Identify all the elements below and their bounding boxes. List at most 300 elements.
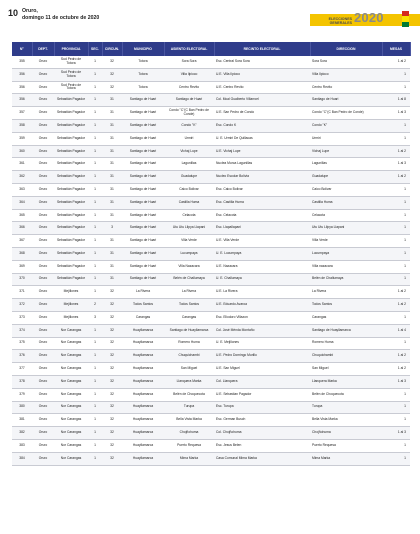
- col-seat-cell: Mima Marka: [164, 452, 214, 465]
- col-address-cell: Vichaj Lupe: [310, 145, 382, 158]
- col-department-cell: Oruro: [32, 388, 54, 401]
- table-row: [12, 119, 410, 132]
- col-section-cell: 1: [88, 81, 102, 94]
- col-address-cell: Llanquera Marka: [310, 375, 382, 388]
- col-circumscription-cell: 31: [102, 209, 122, 222]
- col-section-cell: 1: [88, 350, 102, 363]
- table-row: [12, 414, 410, 427]
- col-circumscription-cell: 32: [102, 452, 122, 465]
- col-section-cell: 1: [88, 119, 102, 132]
- col-precinct-cell: U. E. Mejillones: [214, 337, 310, 350]
- col-precinct-cell: Nucleo Escolar Bolívia: [214, 171, 310, 184]
- col-number-cell: 367: [12, 235, 32, 248]
- col-address-cell: La Rivera: [310, 286, 382, 299]
- table-row: [12, 132, 410, 145]
- col-province-cell: Nor Carangas: [54, 414, 88, 427]
- col-precinct-cell: U. E. Lucumpaya: [214, 247, 310, 260]
- table-row: [12, 222, 410, 235]
- col-department-cell: Oruro: [32, 56, 54, 68]
- col-section-cell: 1: [88, 158, 102, 171]
- col-section-cell: 1: [88, 260, 102, 273]
- bolivia-flag-icon: [402, 11, 409, 27]
- col-address-cell: Villa Ilpioco: [310, 68, 382, 81]
- col-circumscription-cell: 32: [102, 56, 122, 68]
- col-province-cell: Mejillones: [54, 286, 88, 299]
- col-province-cell: Nor Carangas: [54, 388, 88, 401]
- col-municipality-cell: Santiago de Huari: [122, 222, 164, 235]
- col-seat-cell: Carangas: [164, 311, 214, 324]
- table-row: [12, 196, 410, 209]
- col-municipality-cell: Carangas: [122, 311, 164, 324]
- col-seat-cell: Villa Nazacara: [164, 260, 214, 273]
- col-province-cell: Sebastián Pagador: [54, 273, 88, 286]
- table-row: [12, 388, 410, 401]
- col-municipality-cell: Santiago de Huari: [122, 235, 164, 248]
- col-province-cell: Sebastián Pagador: [54, 107, 88, 120]
- col-section-cell: 1: [88, 222, 102, 235]
- col-department-cell: Oruro: [32, 145, 54, 158]
- col-address-cell: Mima Marka: [310, 452, 382, 465]
- col-municipality-cell: Todos Santos: [122, 299, 164, 312]
- col-circumscription-cell: 31: [102, 132, 122, 145]
- brand-line-2: GENERALES: [329, 21, 352, 26]
- col-municipality-cell: Santiago de Huari: [122, 119, 164, 132]
- col-province-cell: Sud Pedro de Totora: [54, 56, 88, 68]
- header-title: [22, 8, 99, 21]
- col-number-cell: 372: [12, 299, 32, 312]
- col-tables-cell: 1 al 2: [382, 350, 410, 363]
- col-municipality-cell: Huayllamarca: [122, 324, 164, 337]
- col-seat-cell: Centro Revito: [164, 81, 214, 94]
- col-number-cell: 356: [12, 68, 32, 81]
- header-col-precinct: RECINTO ELECTORAL: [214, 42, 310, 56]
- col-precinct-cell: Esc. Eliodoro Villazon: [214, 311, 310, 324]
- header-col-tables: MESAS: [382, 42, 410, 56]
- elections-logo: [318, 8, 418, 32]
- col-municipality-cell: Santiago de Huari: [122, 132, 164, 145]
- header-col-number: N°: [12, 42, 32, 56]
- header-date: domingo 11 de octubre de 2020: [22, 14, 100, 21]
- col-precinct-cell: U.E. Sebastian Pagador: [214, 388, 310, 401]
- col-seat-cell: Villa Verde: [164, 235, 214, 248]
- col-tables-cell: 1 al 2: [382, 56, 410, 68]
- table-row: [12, 56, 410, 68]
- col-tables-cell: 1 al 2: [382, 286, 410, 299]
- col-address-cell: Chojñohuma: [310, 427, 382, 440]
- col-tables-cell: 1 al 3: [382, 107, 410, 120]
- col-department-cell: Oruro: [32, 286, 54, 299]
- col-circumscription-cell: 32: [102, 439, 122, 452]
- col-municipality-cell: Huayllamarca: [122, 337, 164, 350]
- col-circumscription-cell: 31: [102, 145, 122, 158]
- col-department-cell: Oruro: [32, 247, 54, 260]
- page-header: [0, 0, 420, 36]
- col-number-cell: 371: [12, 286, 32, 299]
- col-tables-cell: 1: [382, 196, 410, 209]
- col-circumscription-cell: 32: [102, 286, 122, 299]
- col-circumscription-cell: 32: [102, 311, 122, 324]
- col-address-cell: Belén de Choquecota: [310, 388, 382, 401]
- table-row: [12, 299, 410, 312]
- table-row: [12, 158, 410, 171]
- col-seat-cell: Turupa: [164, 401, 214, 414]
- col-seat-cell: Lagunillas: [164, 158, 214, 171]
- col-precinct-cell: Col. Llanquera: [214, 375, 310, 388]
- col-section-cell: 1: [88, 56, 102, 68]
- col-province-cell: Mejillones: [54, 299, 88, 312]
- col-circumscription-cell: 31: [102, 119, 122, 132]
- polling-stations-table: [12, 42, 410, 466]
- col-tables-cell: 1: [382, 439, 410, 452]
- col-seat-cell: Santiago de Huari: [164, 94, 214, 107]
- col-seat-cell: Todos Santos: [164, 299, 214, 312]
- col-circumscription-cell: 3: [102, 222, 122, 235]
- col-number-cell: 368: [12, 247, 32, 260]
- col-municipality-cell: Totora: [122, 81, 164, 94]
- col-precinct-cell: Esc. Condo K: [214, 119, 310, 132]
- col-province-cell: Sebastián Pagador: [54, 119, 88, 132]
- col-circumscription-cell: 31: [102, 260, 122, 273]
- col-precinct-cell: U.E. Villa Verde: [214, 235, 310, 248]
- col-address-cell: San Miguel: [310, 363, 382, 376]
- col-department-cell: Oruro: [32, 273, 54, 286]
- col-province-cell: Sebastián Pagador: [54, 209, 88, 222]
- col-precinct-cell: Col. José Ménda Montaño: [214, 324, 310, 337]
- col-precinct-cell: U.E. Villa Ilpioco: [214, 68, 310, 81]
- col-circumscription-cell: 32: [102, 337, 122, 350]
- col-address-cell: Utu Utu Lilpya Llapani: [310, 222, 382, 235]
- col-section-cell: 1: [88, 273, 102, 286]
- col-tables-cell: 1 al 3: [382, 427, 410, 440]
- col-section-cell: 1: [88, 196, 102, 209]
- col-section-cell: 1: [88, 68, 102, 81]
- col-seat-cell: Sora Sora: [164, 56, 214, 68]
- col-circumscription-cell: 32: [102, 68, 122, 81]
- col-address-cell: Todos Santos: [310, 299, 382, 312]
- col-department-cell: Oruro: [32, 311, 54, 324]
- col-number-cell: 361: [12, 158, 32, 171]
- col-address-cell: Lucumpaya: [310, 247, 382, 260]
- table-row: [12, 68, 410, 81]
- col-precinct-cell: U.E. San Pedro de Condo: [214, 107, 310, 120]
- col-circumscription-cell: 31: [102, 247, 122, 260]
- col-address-cell: Chuquichambi: [310, 350, 382, 363]
- col-section-cell: 1: [88, 324, 102, 337]
- col-department-cell: Oruro: [32, 337, 54, 350]
- header-col-section: SEC.: [88, 42, 102, 56]
- col-number-cell: 369: [12, 260, 32, 273]
- col-province-cell: Nor Carangas: [54, 427, 88, 440]
- col-address-cell: Centro Revito: [310, 81, 382, 94]
- col-section-cell: 1: [88, 107, 102, 120]
- col-seat-cell: Llanquera Marka: [164, 375, 214, 388]
- col-precinct-cell: U.E. Eduardo Avaroa: [214, 299, 310, 312]
- col-municipality-cell: Santiago de Huari: [122, 94, 164, 107]
- col-number-cell: 356: [12, 81, 32, 94]
- col-number-cell: 363: [12, 183, 32, 196]
- brand-year: 2020: [354, 10, 384, 25]
- col-province-cell: Nor Carangas: [54, 363, 88, 376]
- table-row: [12, 401, 410, 414]
- col-circumscription-cell: 31: [102, 94, 122, 107]
- col-section-cell: 1: [88, 375, 102, 388]
- col-address-cell: Castilla Huma: [310, 196, 382, 209]
- col-department-cell: Oruro: [32, 299, 54, 312]
- col-department-cell: Oruro: [32, 68, 54, 81]
- col-province-cell: Nor Carangas: [54, 401, 88, 414]
- header-col-department: DEPT.: [32, 42, 54, 56]
- col-address-cell: Romero Huma: [310, 337, 382, 350]
- col-precinct-cell: U.E. San Miguel: [214, 363, 310, 376]
- table-header-row: [12, 42, 410, 56]
- col-precinct-cell: U.E. Nazacara: [214, 260, 310, 273]
- col-seat-cell: Romero Huma: [164, 337, 214, 350]
- col-number-cell: 378: [12, 375, 32, 388]
- table-row: [12, 171, 410, 184]
- col-seat-cell: Celacota: [164, 209, 214, 222]
- col-seat-cell: Belén de Challumaya: [164, 273, 214, 286]
- col-number-cell: 374: [12, 324, 32, 337]
- col-seat-cell: Caico Bolivar: [164, 183, 214, 196]
- col-address-cell: Condo "K": [310, 119, 382, 132]
- col-circumscription-cell: 32: [102, 324, 122, 337]
- col-precinct-cell: Col. Chojñohuma: [214, 427, 310, 440]
- table-row: [12, 439, 410, 452]
- col-section-cell: 2: [88, 299, 102, 312]
- col-address-cell: Santiago de Huayllamarca: [310, 324, 382, 337]
- col-number-cell: 381: [12, 414, 32, 427]
- col-department-cell: Oruro: [32, 260, 54, 273]
- col-municipality-cell: Huayllamarca: [122, 414, 164, 427]
- col-department-cell: Oruro: [32, 196, 54, 209]
- col-address-cell: Puerto Requesa: [310, 439, 382, 452]
- col-department-cell: Oruro: [32, 439, 54, 452]
- col-tables-cell: 1: [382, 119, 410, 132]
- col-tables-cell: 1 al 2: [382, 363, 410, 376]
- header-col-seat: ASIENTO ELECTORAL: [164, 42, 214, 56]
- table-row: [12, 235, 410, 248]
- col-address-cell: Turupa: [310, 401, 382, 414]
- table-row: [12, 350, 410, 363]
- col-number-cell: 379: [12, 388, 32, 401]
- col-number-cell: 373: [12, 311, 32, 324]
- col-province-cell: Sebastián Pagador: [54, 171, 88, 184]
- col-seat-cell: Puerto Requesa: [164, 439, 214, 452]
- table-row: [12, 324, 410, 337]
- col-province-cell: Sebastián Pagador: [54, 183, 88, 196]
- page-number: 10: [8, 8, 19, 18]
- col-seat-cell: La Rivera: [164, 286, 214, 299]
- col-section-cell: 1: [88, 401, 102, 414]
- col-circumscription-cell: 32: [102, 375, 122, 388]
- col-tables-cell: 1: [382, 183, 410, 196]
- col-section-cell: 1: [88, 439, 102, 452]
- col-department-cell: Oruro: [32, 132, 54, 145]
- col-tables-cell: 1: [382, 235, 410, 248]
- col-address-cell: Urmiri: [310, 132, 382, 145]
- col-municipality-cell: La Rivera: [122, 286, 164, 299]
- header-col-circumscription: CIRCUN.: [102, 42, 122, 56]
- col-circumscription-cell: 31: [102, 273, 122, 286]
- col-tables-cell: 1: [382, 452, 410, 465]
- col-municipality-cell: Santiago de Huari: [122, 145, 164, 158]
- col-province-cell: Mejillones: [54, 311, 88, 324]
- col-section-cell: 1: [88, 171, 102, 184]
- col-tables-cell: 1: [382, 388, 410, 401]
- col-department-cell: Oruro: [32, 350, 54, 363]
- col-precinct-cell: Esc. Caico Bolivar: [214, 183, 310, 196]
- col-tables-cell: 1: [382, 209, 410, 222]
- col-municipality-cell: Santiago de Huari: [122, 273, 164, 286]
- col-tables-cell: 1: [382, 260, 410, 273]
- col-seat-cell: Santiago de Huayllamarca: [164, 324, 214, 337]
- col-municipality-cell: Santiago de Huari: [122, 260, 164, 273]
- col-precinct-cell: Esc. Celacota: [214, 209, 310, 222]
- table-row: [12, 247, 410, 260]
- col-section-cell: 1: [88, 183, 102, 196]
- header-col-address: DIRECCION: [310, 42, 382, 56]
- col-number-cell: 380: [12, 401, 32, 414]
- col-province-cell: Nor Carangas: [54, 439, 88, 452]
- col-department-cell: Oruro: [32, 107, 54, 120]
- col-tables-cell: 1 al 3: [382, 158, 410, 171]
- col-circumscription-cell: 32: [102, 401, 122, 414]
- col-section-cell: 1: [88, 337, 102, 350]
- col-department-cell: Oruro: [32, 363, 54, 376]
- table-row: [12, 209, 410, 222]
- col-seat-cell: Chojñohuma: [164, 427, 214, 440]
- col-precinct-cell: U.E. Centro Revito: [214, 81, 310, 94]
- col-precinct-cell: Col. Mcal Gualberto Villarroel: [214, 94, 310, 107]
- col-precinct-cell: U.E. Pedro Domingo Murillo: [214, 350, 310, 363]
- col-municipality-cell: Santiago de Huari: [122, 196, 164, 209]
- header-col-municipality: MUNICIPIO: [122, 42, 164, 56]
- col-circumscription-cell: 31: [102, 107, 122, 120]
- col-tables-cell: 1: [382, 68, 410, 81]
- col-section-cell: 1: [88, 145, 102, 158]
- col-municipality-cell: Santiago de Huari: [122, 183, 164, 196]
- col-precinct-cell: Esc. Central Sora Sora: [214, 56, 310, 68]
- col-seat-cell: Belén de Choquecota: [164, 388, 214, 401]
- col-department-cell: Oruro: [32, 171, 54, 184]
- col-seat-cell: Condo "K": [164, 119, 214, 132]
- col-department-cell: Oruro: [32, 158, 54, 171]
- col-seat-cell: Castilla Huma: [164, 196, 214, 209]
- col-number-cell: 375: [12, 337, 32, 350]
- col-circumscription-cell: 32: [102, 363, 122, 376]
- col-municipality-cell: Huayllamarca: [122, 439, 164, 452]
- col-municipality-cell: Santiago de Huari: [122, 158, 164, 171]
- col-number-cell: 360: [12, 145, 32, 158]
- col-address-cell: Bella Vista Marka: [310, 414, 382, 427]
- col-municipality-cell: Totora: [122, 68, 164, 81]
- table-row: [12, 337, 410, 350]
- col-province-cell: Sebastián Pagador: [54, 260, 88, 273]
- col-number-cell: 356: [12, 94, 32, 107]
- col-municipality-cell: Santiago de Huari: [122, 171, 164, 184]
- col-number-cell: 365: [12, 209, 32, 222]
- col-number-cell: 384: [12, 452, 32, 465]
- col-province-cell: Sebastián Pagador: [54, 94, 88, 107]
- col-department-cell: Oruro: [32, 427, 54, 440]
- col-tables-cell: 1 al 8: [382, 94, 410, 107]
- col-precinct-cell: Esc. Llapallapani: [214, 222, 310, 235]
- col-number-cell: 364: [12, 196, 32, 209]
- table-row: [12, 260, 410, 273]
- col-tables-cell: 1: [382, 414, 410, 427]
- col-province-cell: Sebastián Pagador: [54, 235, 88, 248]
- col-precinct-cell: Esc. German Busch: [214, 414, 310, 427]
- col-tables-cell: 1: [382, 337, 410, 350]
- col-province-cell: Sebastián Pagador: [54, 247, 88, 260]
- col-tables-cell: 1 al 4: [382, 324, 410, 337]
- col-province-cell: Nor Carangas: [54, 324, 88, 337]
- col-section-cell: 1: [88, 363, 102, 376]
- col-tables-cell: 1: [382, 311, 410, 324]
- table-row: [12, 94, 410, 107]
- col-department-cell: Oruro: [32, 235, 54, 248]
- col-municipality-cell: Huayllamarca: [122, 350, 164, 363]
- col-province-cell: Nor Carangas: [54, 452, 88, 465]
- col-circumscription-cell: 31: [102, 196, 122, 209]
- col-municipality-cell: Huayllamarca: [122, 452, 164, 465]
- col-circumscription-cell: 31: [102, 171, 122, 184]
- col-tables-cell: 1 al 2: [382, 299, 410, 312]
- table-row: [12, 427, 410, 440]
- col-department-cell: Oruro: [32, 401, 54, 414]
- col-section-cell: 3: [88, 311, 102, 324]
- brand-text: [318, 17, 352, 25]
- col-seat-cell: Guadalupe: [164, 171, 214, 184]
- col-circumscription-cell: 32: [102, 388, 122, 401]
- col-department-cell: Oruro: [32, 222, 54, 235]
- col-section-cell: 1: [88, 247, 102, 260]
- col-number-cell: 377: [12, 363, 32, 376]
- col-municipality-cell: Huayllamarca: [122, 363, 164, 376]
- col-number-cell: 366: [12, 222, 32, 235]
- header-col-province: PROVINCIA: [54, 42, 88, 56]
- col-tables-cell: 1: [382, 273, 410, 286]
- col-seat-cell: Condo "C"(C Ban Pedro de Conde): [164, 107, 214, 120]
- col-tables-cell: 1: [382, 401, 410, 414]
- col-address-cell: Condo "C"(C Ban Pedro de Conde): [310, 107, 382, 120]
- col-precinct-cell: Esc. Turupa: [214, 401, 310, 414]
- col-precinct-cell: U. E. Urmiri De Quillacas: [214, 132, 310, 145]
- col-seat-cell: Bella Vista Marka: [164, 414, 214, 427]
- col-municipality-cell: Huayllamarca: [122, 427, 164, 440]
- col-department-cell: Oruro: [32, 183, 54, 196]
- table-row: [12, 273, 410, 286]
- col-number-cell: 376: [12, 350, 32, 363]
- col-section-cell: 1: [88, 452, 102, 465]
- col-address-cell: Sora Sora: [310, 56, 382, 68]
- col-province-cell: Sebastián Pagador: [54, 132, 88, 145]
- col-municipality-cell: Totora: [122, 56, 164, 68]
- col-address-cell: Caico Bolivar: [310, 183, 382, 196]
- col-province-cell: Sebastián Pagador: [54, 145, 88, 158]
- col-department-cell: Oruro: [32, 209, 54, 222]
- col-number-cell: 355: [12, 56, 32, 68]
- col-department-cell: Oruro: [32, 375, 54, 388]
- col-number-cell: 370: [12, 273, 32, 286]
- col-address-cell: Lagunillas: [310, 158, 382, 171]
- col-precinct-cell: U.E. La Rivera: [214, 286, 310, 299]
- col-province-cell: Nor Carangas: [54, 375, 88, 388]
- col-section-cell: 1: [88, 388, 102, 401]
- col-municipality-cell: Santiago de Huari: [122, 107, 164, 120]
- col-number-cell: 382: [12, 427, 32, 440]
- col-section-cell: 1: [88, 94, 102, 107]
